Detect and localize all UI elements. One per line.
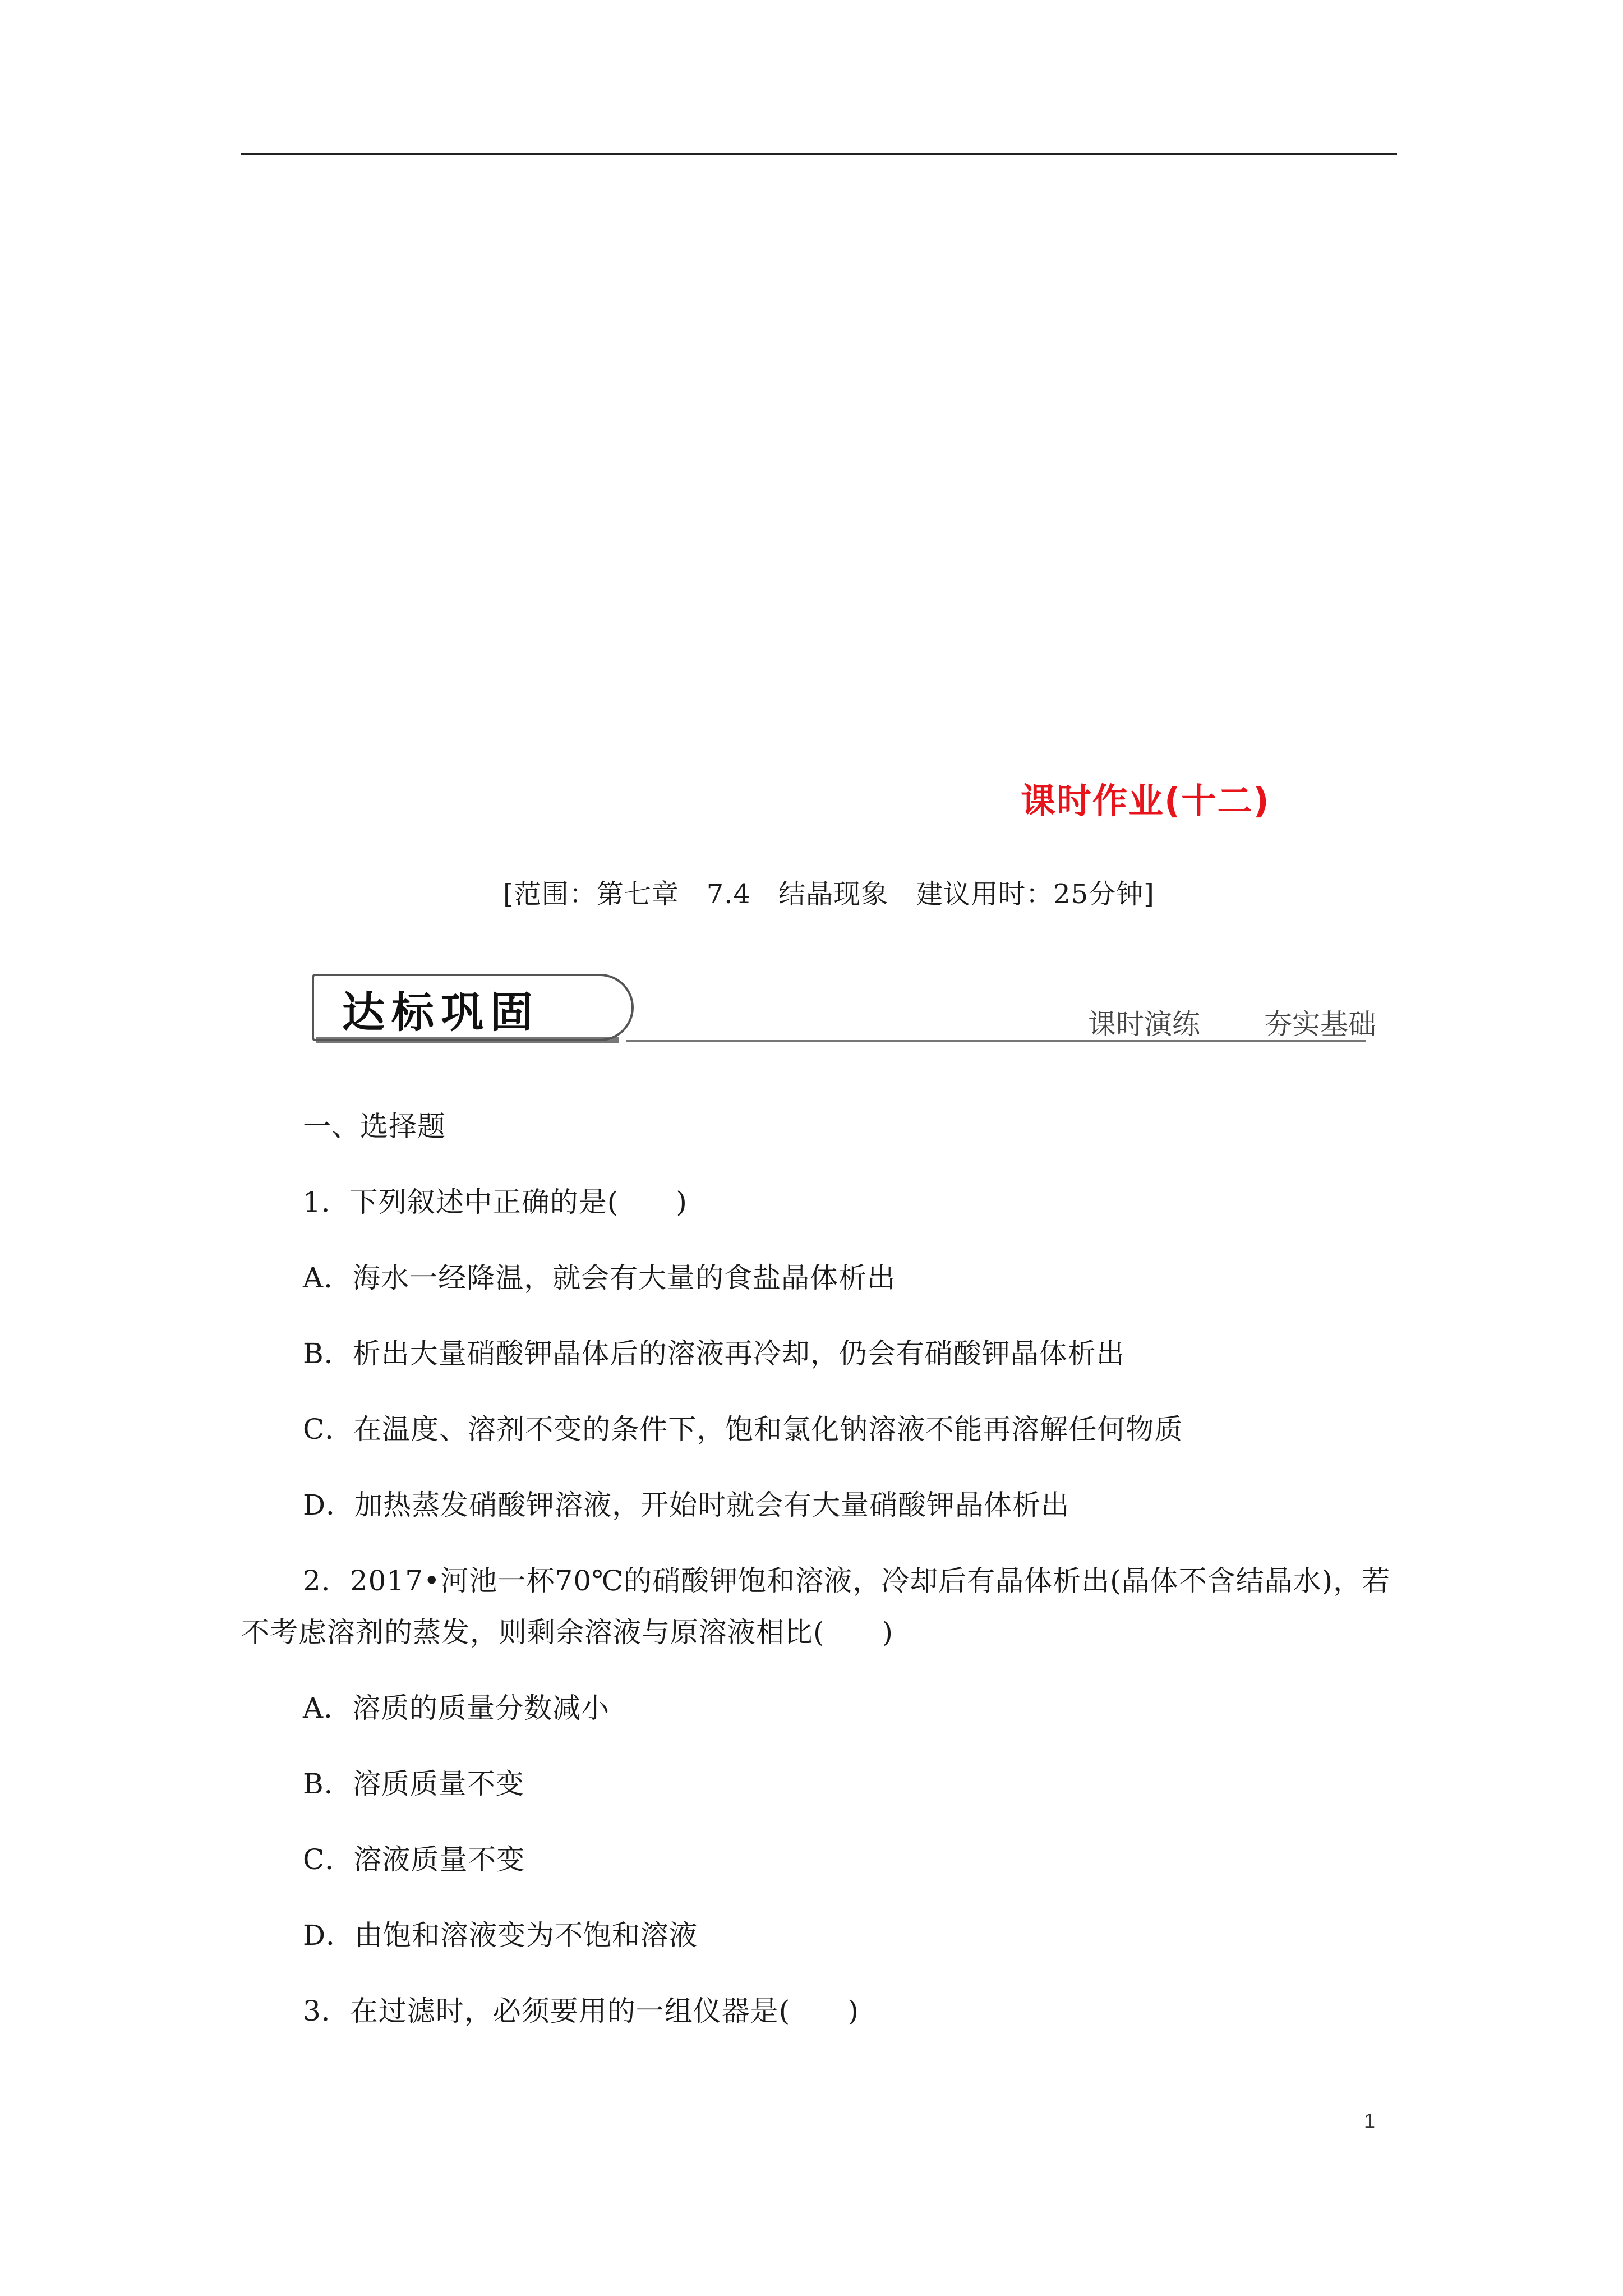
question-1-stem: 1．下列叙述中正确的是( ) <box>303 1186 688 1218</box>
page-number: 1 <box>1364 2109 1376 2132</box>
banner-tag-right: 夯实基础 <box>1264 1008 1376 1041</box>
section-banner <box>312 974 1376 1052</box>
banner-tag-left: 课时演练 <box>1088 1008 1200 1041</box>
banner-tags <box>1088 1002 1376 1042</box>
question-1-option-c: C．在温度、溶剂不变的条件下，饱和氯化钠溶液不能再溶解任何物质 <box>303 1413 1183 1446</box>
question-2-stem-line2: 不考虑溶剂的蒸发，则剩余溶液与原溶液相比( ) <box>241 1616 894 1649</box>
header-rule <box>241 153 1397 155</box>
banner-title: 达标巩固 <box>342 987 540 1037</box>
section-heading: 一、选择题 <box>303 1110 446 1143</box>
question-1-option-a: A．海水一经降温，就会有大量的食盐晶体析出 <box>303 1262 896 1294</box>
question-2-option-c: C．溶液质量不变 <box>303 1843 525 1876</box>
question-1-option-b: B．析出大量硝酸钾晶体后的溶液再冷却，仍会有硝酸钾晶体析出 <box>303 1337 1125 1370</box>
question-1-option-d: D．加热蒸发硝酸钾溶液，开始时就会有大量硝酸钾晶体析出 <box>303 1489 1070 1521</box>
banner-box-cap <box>553 974 634 1041</box>
question-2-option-b: B．溶质质量不变 <box>303 1768 524 1800</box>
scope-note: [范围：第七章 7.4 结晶现象 建议用时：25分钟] <box>503 878 1155 910</box>
question-3-stem: 3．在过滤时，必须要用的一组仪器是( ) <box>303 1995 859 2027</box>
question-2-option-a: A．溶质的质量分数减小 <box>303 1692 610 1724</box>
question-2-stem-line1: 2．2017•河池一杯70℃的硝酸钾饱和溶液，冷却后有晶体析出(晶体不含结晶水)，若 <box>303 1565 1391 1597</box>
page-title: 课时作业(十二) <box>1021 780 1270 821</box>
question-2-option-d: D．由饱和溶液变为不饱和溶液 <box>303 1919 698 1952</box>
